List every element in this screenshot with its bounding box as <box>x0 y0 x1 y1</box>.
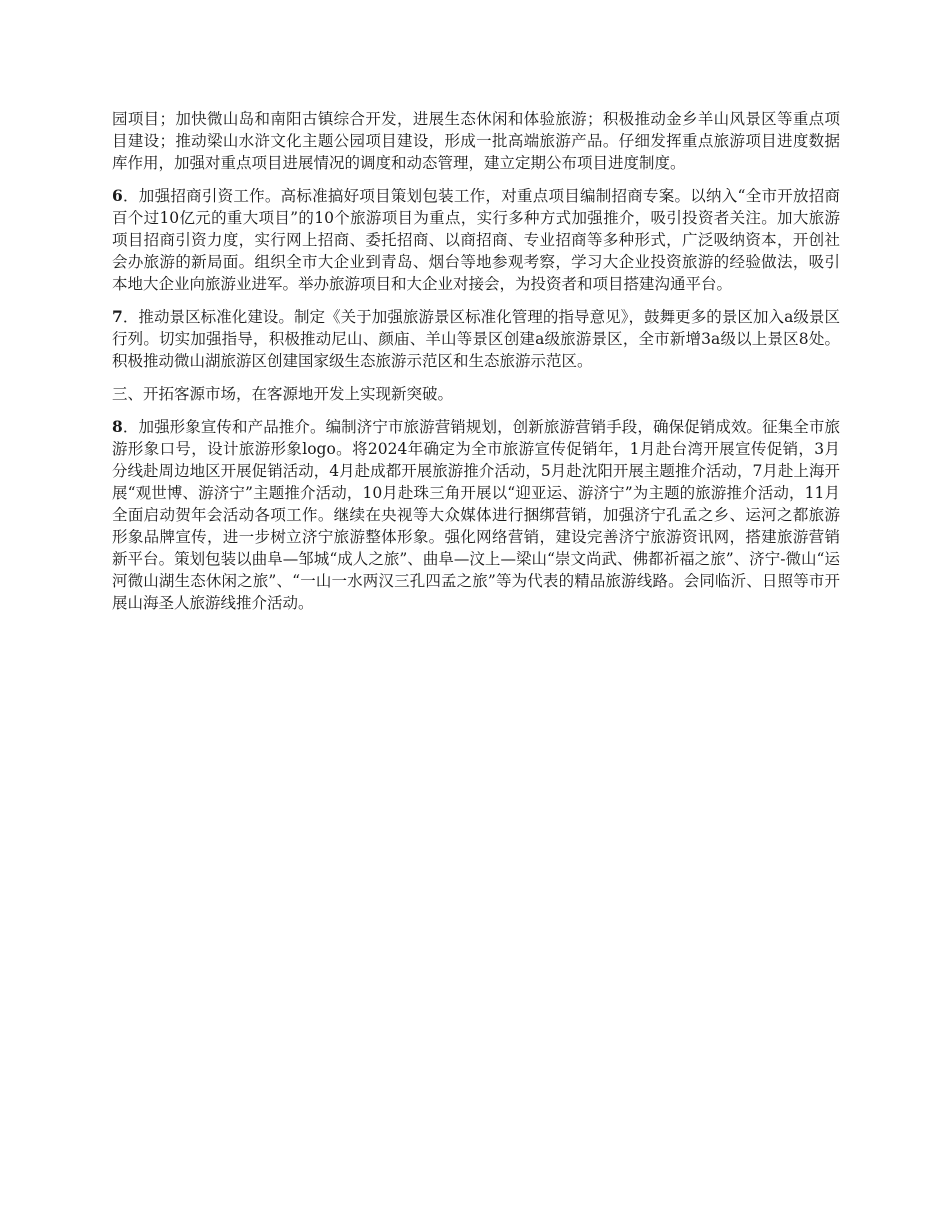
document-body <box>112 108 840 625</box>
paragraph-number: 7 <box>112 307 123 326</box>
paragraph-text: 三、开拓客源市场，在客源地开发上实现新突破。 <box>112 385 454 403</box>
paragraph-text: ．推动景区标准化建设。制定《关于加强旅游景区标准化管理的指导意见》，鼓舞更多的景区加入a级景区行列。切实加强指导，积极推动尼山、颜庙、羊山等景区创建a级旅游景区，全市新增3a级以上景区8处。积极推动微山湖旅游区创建国家级生态旅游示范区和生态旅游示范区。 <box>112 308 840 370</box>
paragraph-text: ．加强形象宣传和产品推介。编制济宁市旅游营销规划，创新旅游营销手段，确保促销成效。征集全市旅游形象口号，设计旅游形象logo。将2024年确定为全市旅游宣传促销年，1月赴台湾开展宣传促销，3月分线赴周边地区开展促销活动，4月赴成都开展旅游推介活动，5月赴沈阳开展主题推介活动，7月赴上海开展“观世博、游济宁”主题推介活动，10月赴珠三角开展以“迎亚运、游济宁”为主题的旅游推介活动，11月全面启动贺年会活动各项工作。继续在央视等大众媒体进行捆绑营销，加强济宁孔孟之乡、运河之都旅游形象品牌宣传，进一步树立济宁旅游整体形象。强化网络营销，建设完善济宁旅游资讯网，搭建旅游营销新平台。策划包装以曲阜—邹城“成人之旅”、曲阜—汶上—梁山“崇文尚武、佛都祈福之旅”、济宁-微山“运河微山湖生态休闲之旅”、“一山一水两汉三孔四孟之旅”等为代表的精品旅游线路。会同临沂、日照等市开展山海圣人旅游线推介活动。 <box>112 418 840 612</box>
paragraph-project-continuation <box>112 108 840 174</box>
paragraph-investment-promotion <box>112 185 840 295</box>
paragraph-number: 6 <box>112 186 123 205</box>
paragraph-number: 8 <box>112 417 123 436</box>
paragraph-text: ．加强招商引资工作。高标准搞好项目策划包装工作，对重点项目编制招商专案。以纳入“全市开放招商百个过10亿元的重大项目”的10个旅游项目为重点，实行多种方式加强推介，吸引投资者关注。加大旅游项目招商引资力度，实行网上招商、委托招商、以商招商、专业招商等多种形式，广泛吸纳资本，开创社会办旅游的新局面。组织全市大企业到青岛、烟台等地参观考察，学习大企业投资旅游的经验做法，吸引本地大企业向旅游业进军。举办旅游项目和大企业对接会，为投资者和项目搭建沟通平台。 <box>112 187 840 293</box>
paragraph-text: 园项目；加快微山岛和南阳古镇综合开发，进展生态休闲和体验旅游；积极推动金乡羊山风景区等重点项目建设；推动梁山水浒文化主题公园项目建设，形成一批高端旅游产品。仔细发挥重点旅游项目进度数据库作用，加强对重点项目进展情况的调度和动态管理，建立定期公布项目进度制度。 <box>112 110 840 172</box>
section-heading-market <box>112 383 840 405</box>
paragraph-scenic-standardization <box>112 306 840 372</box>
paragraph-image-promotion <box>112 416 840 614</box>
